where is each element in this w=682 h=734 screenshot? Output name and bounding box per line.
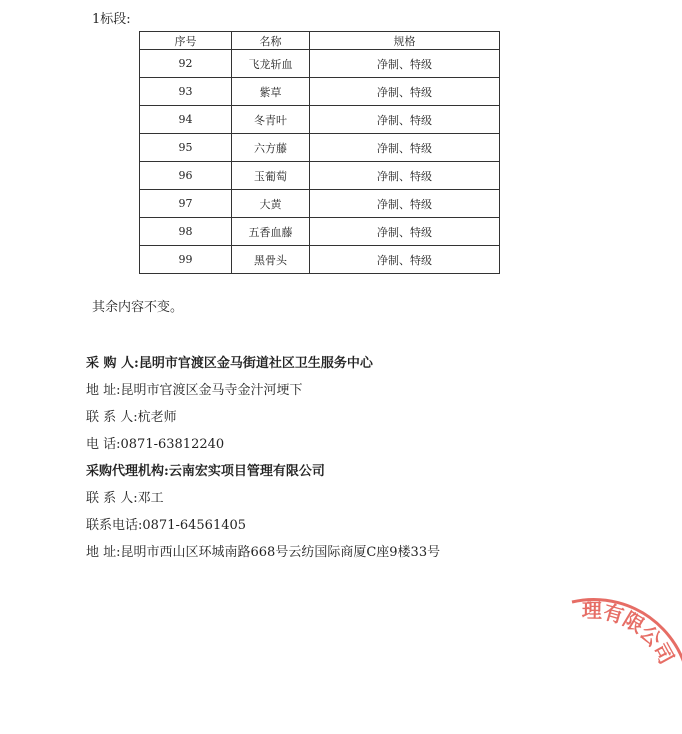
- cell-spec: 净制、特级: [310, 106, 500, 134]
- purchaser-address: 昆明市官渡区金马寺金汁河埂下: [120, 383, 303, 398]
- table-row: [140, 190, 500, 218]
- cell-name: 五香血藤: [232, 218, 310, 246]
- cell-name: 黑骨头: [232, 246, 310, 274]
- purchaser-phone-label: 电 话:: [86, 437, 121, 452]
- stamp-text: 理有限公司: [581, 598, 679, 669]
- purchaser-phone-line: [86, 433, 224, 452]
- cell-name: 紫草: [232, 78, 310, 106]
- column-header-spec: 规格: [310, 32, 500, 50]
- purchaser-address-line: [86, 379, 303, 398]
- items-table: [139, 31, 500, 274]
- company-seal-stamp: [552, 594, 682, 734]
- cell-spec: 净制、特级: [310, 190, 500, 218]
- cell-spec: 净制、特级: [310, 134, 500, 162]
- svg-text:理有限公司: [582, 598, 679, 668]
- agency-contact-line: [86, 487, 164, 506]
- remaining-unchanged-note: 其余内容不变。: [92, 300, 184, 315]
- cell-spec: 净制、特级: [310, 78, 500, 106]
- table-row: [140, 50, 500, 78]
- agency-address-label: 地 址:: [86, 545, 121, 560]
- cell-name: 六方藤: [232, 134, 310, 162]
- agency-address-line: [86, 541, 440, 560]
- purchaser-address-label: 地 址:: [86, 383, 121, 398]
- section-label: 1标段:: [92, 12, 131, 27]
- agency-phone: 0871-64561405: [142, 518, 247, 533]
- table-header-row: [140, 32, 500, 50]
- table-row: [140, 246, 500, 274]
- purchaser-contact-label: 联 系 人:: [86, 410, 138, 425]
- cell-number: 93: [140, 78, 232, 106]
- table-row: [140, 106, 500, 134]
- agency-label: 采购代理机构:: [86, 464, 169, 479]
- table-row: [140, 162, 500, 190]
- cell-spec: 净制、特级: [310, 246, 500, 274]
- cell-number: 94: [140, 106, 232, 134]
- purchaser-contact-line: [86, 406, 177, 425]
- cell-number: 96: [140, 162, 232, 190]
- cell-number: 97: [140, 190, 232, 218]
- table-row: [140, 218, 500, 246]
- cell-spec: 净制、特级: [310, 162, 500, 190]
- column-header-number: 序号: [140, 32, 232, 50]
- table-row: [140, 134, 500, 162]
- purchaser-contact: 杭老师: [137, 410, 177, 425]
- column-header-name: 名称: [232, 32, 310, 50]
- agency-address: 昆明市西山区环城南路668号云纺国际商厦C座9楼33号: [120, 545, 441, 560]
- cell-spec: 净制、特级: [310, 218, 500, 246]
- purchaser-label: 采 购 人:: [86, 356, 139, 371]
- cell-name: 飞龙斩血: [232, 50, 310, 78]
- cell-number: 98: [140, 218, 232, 246]
- agency-name: 云南宏实项目管理有限公司: [168, 464, 325, 479]
- agency-line: [86, 460, 325, 479]
- agency-contact: 邓工: [137, 491, 164, 506]
- purchaser-phone: 0871-63812240: [120, 437, 225, 452]
- table-row: [140, 78, 500, 106]
- purchaser-name: 昆明市官渡区金马街道社区卫生服务中心: [138, 356, 373, 371]
- agency-phone-label: 联系电话:: [86, 518, 143, 533]
- cell-number: 95: [140, 134, 232, 162]
- agency-contact-label: 联 系 人:: [86, 491, 138, 506]
- agency-phone-line: [86, 514, 246, 533]
- cell-number: 92: [140, 50, 232, 78]
- cell-spec: 净制、特级: [310, 50, 500, 78]
- cell-number: 99: [140, 246, 232, 274]
- cell-name: 大黄: [232, 190, 310, 218]
- purchaser-line: [86, 352, 373, 371]
- cell-name: 冬青叶: [232, 106, 310, 134]
- cell-name: 玉葡萄: [232, 162, 310, 190]
